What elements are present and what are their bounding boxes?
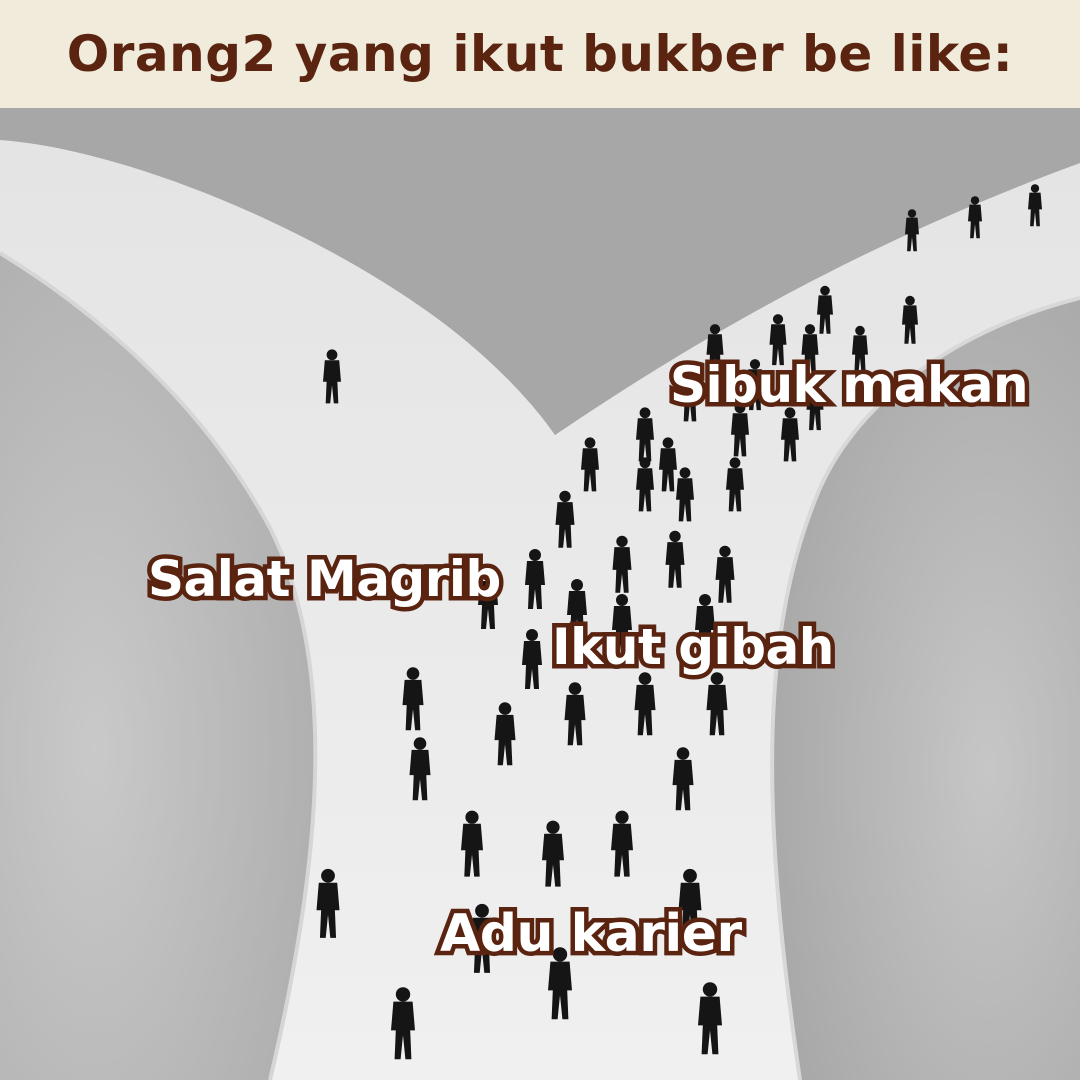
meme-caption-title: Orang2 yang ikut bukber be like: [66,25,1014,83]
label-adu-karier: Adu karier [440,904,742,964]
header-banner [0,0,1080,108]
label-sibuk-makan: Sibuk makan [670,356,1029,414]
label-salat-magrib: Salat Magrib [148,550,501,608]
label-ikut-gibah: Ikut gibah [552,618,834,676]
crossroads-illustration [0,108,1080,1080]
